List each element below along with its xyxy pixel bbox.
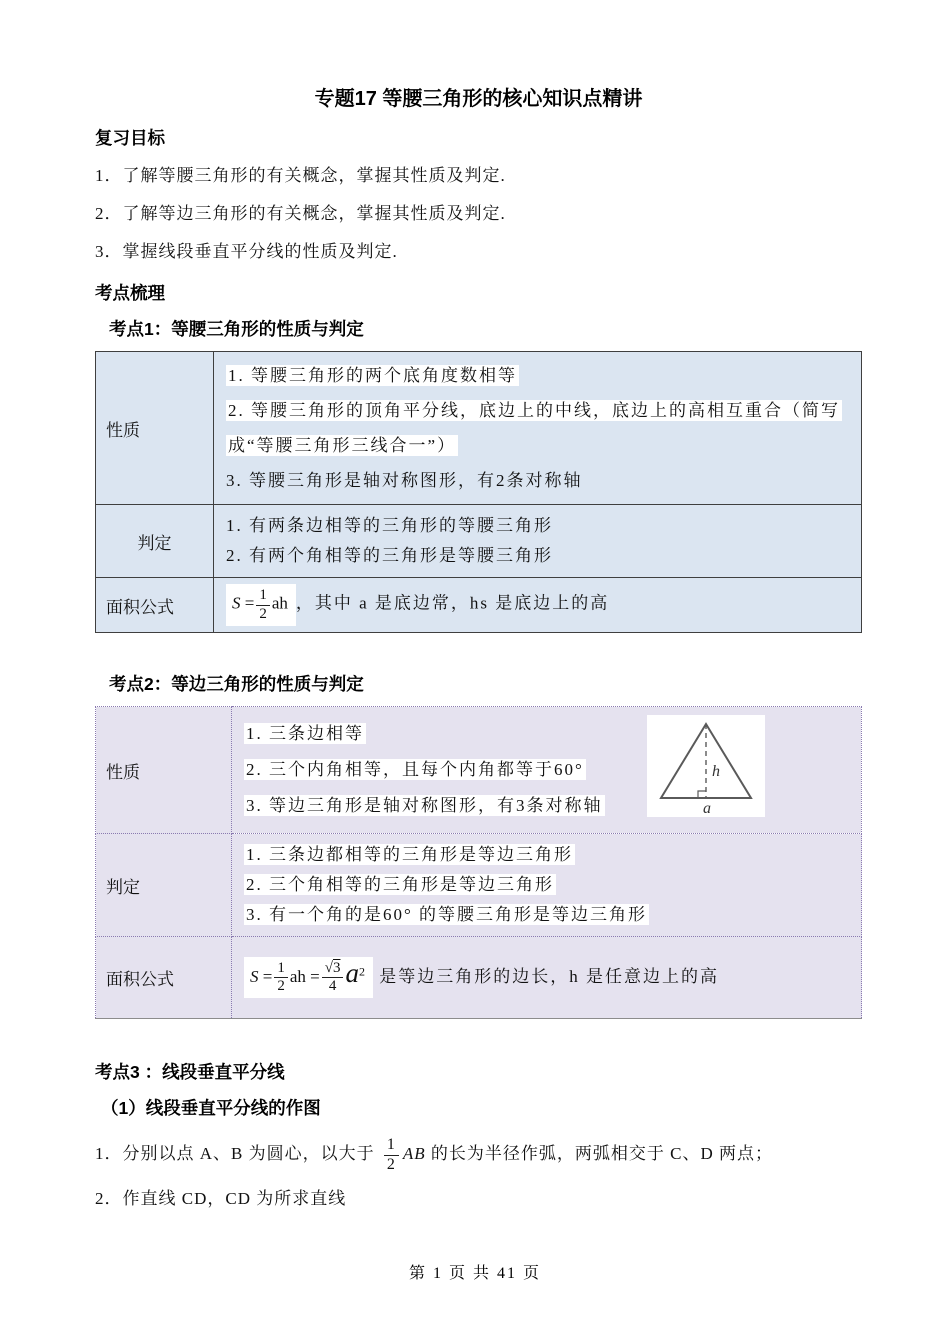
kp2-judgement-2: 2. 三个角相等的三角形是等边三角形 [246, 875, 554, 894]
kp2-property-1: 1. 三条边相等 [246, 724, 364, 743]
kp1-judgement-cell [214, 505, 862, 578]
equilateral-triangle-figure [647, 715, 765, 817]
kp2-judgement-1: 1. 三条边都相等的三角形是等边三角形 [246, 845, 573, 864]
kp1-area-label: 面积公式 [96, 578, 214, 633]
kp1-judgement-2: 2. 有两个角相等的三角形是等腰三角形 [226, 546, 553, 565]
kp2-area-formula: S = $\frac{1}{2}$ ah = $\frac{√3}{4}$ $a^2$ [244, 957, 373, 999]
kp1-properties-cell [214, 352, 862, 505]
fraction-one-half: $\frac{1}{2}$ [384, 1136, 399, 1174]
kp1-properties-label: 性质 [96, 352, 214, 505]
kp1-area-row [96, 578, 862, 633]
kp1-judgement-label: 判定 [96, 505, 214, 578]
variable-a: a [345, 957, 359, 988]
kp1-area-cell [214, 578, 862, 633]
kp2-table [95, 706, 862, 1019]
kp2-heading: 考点2：等边三角形的性质与判定 [109, 674, 364, 694]
height-label: h [712, 763, 722, 780]
review-item-2: 2．了解等边三角形的有关概念，掌握其性质及判定. [95, 204, 506, 223]
review-goals-heading: 复习目标 [95, 128, 165, 148]
kp2-area-text: 是等边三角形的边长，h 是任意边上的高 [379, 966, 719, 986]
kp1-heading: 考点1：等腰三角形的性质与判定 [109, 319, 364, 339]
kp3-step-2: 2．作直线 CD，CD 为所求直线 [95, 1189, 347, 1208]
kp2-area-label: 面积公式 [96, 937, 232, 1019]
kp2-area-cell [232, 937, 862, 1019]
base-label: a [703, 800, 713, 814]
kp2-area-row [96, 937, 862, 1019]
fraction-one-half: $\frac{1}{2}$ [274, 960, 288, 996]
kp2-properties-label: 性质 [96, 707, 232, 834]
kp2-judgement-row [96, 834, 862, 937]
kp1-judgement-row [96, 505, 862, 578]
kp3-step-1 [95, 1126, 862, 1182]
kp2-property-3: 3. 等边三角形是轴对称图形，有3条对称轴 [246, 796, 603, 815]
fraction-sqrt3-over-4: $\frac{√3}{4}$ [322, 960, 344, 996]
kp3-heading: 考点3 ：线段垂直平分线 [95, 1062, 285, 1082]
kp2-properties-row [96, 707, 862, 834]
review-item-1: 1．了解等腰三角形的有关概念，掌握其性质及判定. [95, 166, 506, 185]
kp2-properties-cell [232, 707, 862, 834]
kp1-property-1: 1. 等腰三角形的两个底角度数相等 [228, 366, 517, 385]
document-title: 专题17 等腰三角形的核心知识点精讲 [314, 88, 643, 110]
segment-ab: AB [402, 1144, 426, 1163]
review-item-3: 3．掌握线段垂直平分线的性质及判定. [95, 242, 398, 261]
kp1-area-formula: S = $\frac{1}{2}$ ah [226, 584, 296, 626]
triangle-svg [651, 718, 761, 814]
kp1-property-2: 2. 等腰三角形的顶角平分线，底边上的中线，底边上的高相互重合（简写成“等腰三角形三线合一”） [228, 401, 840, 455]
fraction-one-half: $\frac{1}{2}$ [256, 587, 270, 623]
step1-suffix: 的长为半径作弧，两弧相交于 C、D 两点； [430, 1144, 774, 1163]
outline-heading: 考点梳理 [95, 283, 165, 303]
step1-prefix: 1．分别以点 A、B 为圆心，以大于 [95, 1144, 375, 1163]
page-footer: 第 1 页 共 41 页 [408, 1265, 541, 1282]
kp2-property-2: 2. 三个内角相等，且每个内角都等于60° [246, 760, 584, 779]
kp2-judgement-cell [232, 834, 862, 937]
kp1-property-3: 3. 等腰三角形是轴对称图形，有2条对称轴 [226, 471, 583, 490]
kp1-properties-row [96, 352, 862, 505]
exponent-2: 2 [358, 963, 365, 978]
kp1-judgement-1: 1. 有两条边相等的三角形的等腰三角形 [226, 516, 553, 535]
kp1-table [95, 351, 862, 633]
kp2-judgement-label: 判定 [96, 834, 232, 937]
kp3-sub-heading: （1）线段垂直平分线的作图 [101, 1098, 321, 1118]
kp1-area-text: ，其中 a 是底边常，hs 是底边上的高 [295, 593, 610, 613]
kp2-judgement-3: 3. 有一个角的是60° 的等腰三角形是等边三角形 [246, 905, 648, 924]
